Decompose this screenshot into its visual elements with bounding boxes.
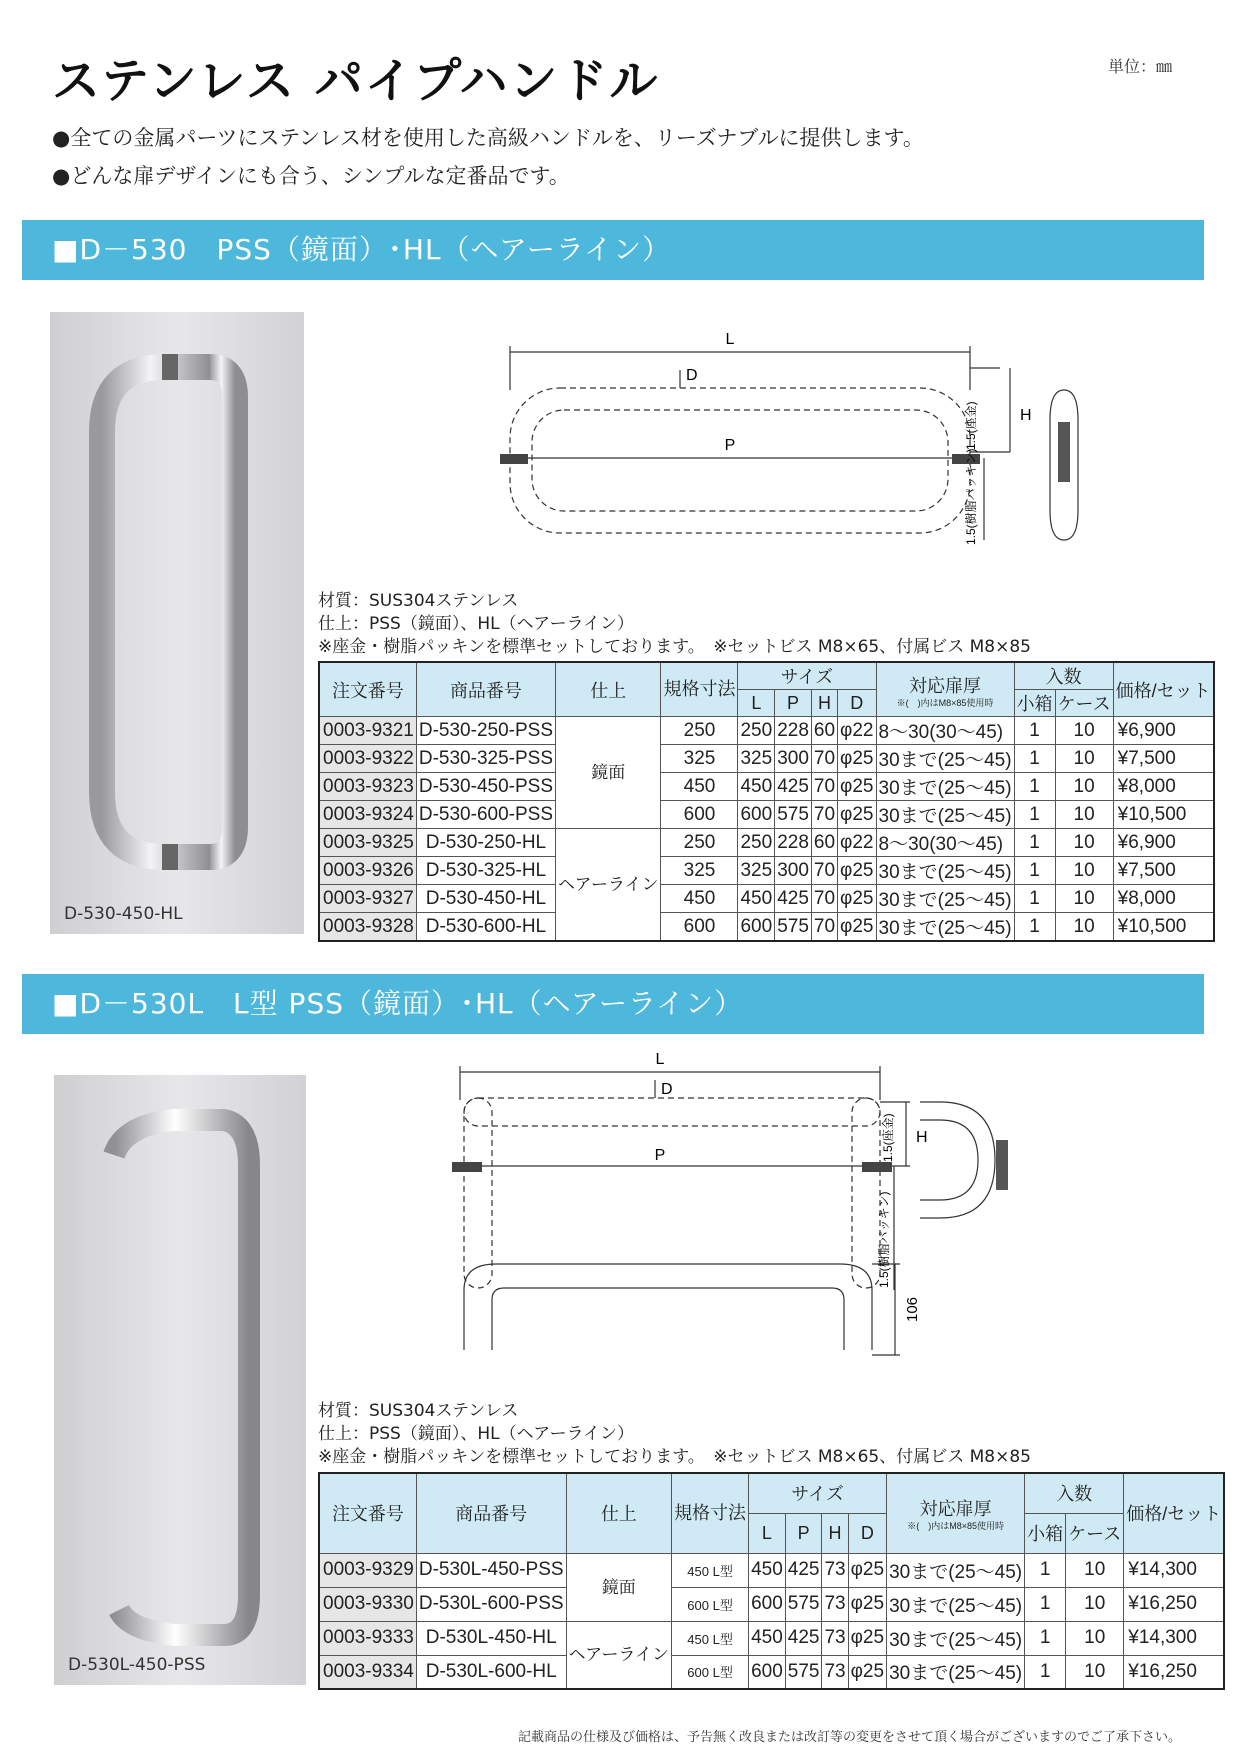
table-row bbox=[319, 885, 1214, 913]
dim-L: L bbox=[655, 1051, 665, 1068]
product-table-d530 bbox=[318, 661, 1215, 942]
order-number: 0003-9324 bbox=[319, 801, 416, 829]
qty-case: 10 bbox=[1055, 717, 1113, 745]
size-P: 228 bbox=[775, 717, 812, 745]
price: ¥10,500 bbox=[1113, 801, 1214, 829]
size-D: φ25 bbox=[848, 1553, 886, 1587]
door-thickness: 8～30(30～45) bbox=[876, 717, 1014, 745]
qty-case: 10 bbox=[1066, 1655, 1124, 1689]
standard-size: 325 bbox=[661, 745, 738, 773]
finish-cell: 鏡面 bbox=[556, 717, 661, 829]
price: ¥16,250 bbox=[1124, 1655, 1225, 1689]
standard-size: 600 L型 bbox=[672, 1655, 749, 1689]
dim-packing: 1.5(樹脂パッキン) bbox=[877, 1191, 891, 1288]
table-row bbox=[319, 1587, 1224, 1621]
dim-zagane: 1.5(座金) bbox=[964, 401, 978, 450]
qty-small: 1 bbox=[1014, 801, 1055, 829]
footnote: 記載商品の仕様及び価格は、予告無く改良または改訂等の変更をさせて頂く場合がございますのでご了承下さい。 bbox=[517, 1730, 1181, 1745]
order-number: 0003-9330 bbox=[319, 1587, 416, 1621]
page-title: ステンレス パイプハンドル bbox=[52, 53, 660, 109]
product-number: D-530L-600-HL bbox=[416, 1655, 566, 1689]
th-qty: 入数 bbox=[1014, 662, 1113, 690]
spec-block-d530l bbox=[318, 1400, 1031, 1469]
photo-caption: D-530L-450-PSS bbox=[68, 1655, 206, 1675]
size-L: 450 bbox=[738, 773, 775, 801]
qty-case: 10 bbox=[1055, 913, 1113, 942]
door-thickness: 30まで(25～45) bbox=[876, 745, 1014, 773]
price: ¥14,300 bbox=[1124, 1621, 1225, 1655]
size-P: 425 bbox=[775, 773, 812, 801]
size-D: φ22 bbox=[838, 717, 876, 745]
door-thickness: 30まで(25～45) bbox=[887, 1655, 1025, 1689]
dimension-diagram-d530 bbox=[480, 330, 1100, 550]
size-L: 450 bbox=[749, 1621, 786, 1655]
order-number: 0003-9333 bbox=[319, 1621, 416, 1655]
qty-case: 10 bbox=[1055, 745, 1113, 773]
bullet-2: ●どんな扉デザインにも合う、シンプルな定番品です。 bbox=[52, 164, 570, 188]
door-thickness: 30まで(25～45) bbox=[876, 857, 1014, 885]
l-handle-image bbox=[54, 1075, 306, 1685]
size-L: 325 bbox=[738, 745, 775, 773]
size-P: 425 bbox=[785, 1621, 822, 1655]
qty-case: 10 bbox=[1066, 1621, 1124, 1655]
size-D: φ25 bbox=[838, 913, 876, 942]
spec-material: 材質：SUS304ステンレス bbox=[318, 591, 519, 611]
product-number: D-530L-450-HL bbox=[416, 1621, 566, 1655]
product-photo-d530l bbox=[54, 1075, 306, 1685]
standard-size: 250 bbox=[661, 717, 738, 745]
table-body-d530l bbox=[319, 1553, 1224, 1689]
table-row bbox=[319, 913, 1214, 942]
th-product: 商品番号 bbox=[416, 1473, 566, 1553]
spec-material: 材質：SUS304ステンレス bbox=[318, 1401, 519, 1421]
standard-size: 450 bbox=[661, 773, 738, 801]
qty-case: 10 bbox=[1055, 885, 1113, 913]
qty-case: 10 bbox=[1055, 857, 1113, 885]
product-number: D-530-325-HL bbox=[416, 857, 555, 885]
finish-cell: ヘアーライン bbox=[556, 829, 661, 942]
th-L: L bbox=[749, 1513, 786, 1553]
dim-D: D bbox=[661, 1081, 673, 1098]
bullet-1: ●全ての金属パーツにステンレス材を使用した高級ハンドルを、リーズナブルに提供します。 bbox=[52, 126, 924, 150]
th-P: P bbox=[775, 690, 812, 717]
table-row bbox=[319, 829, 1214, 857]
door-thickness: 30まで(25～45) bbox=[876, 885, 1014, 913]
product-number: D-530L-450-PSS bbox=[416, 1553, 566, 1587]
th-H: H bbox=[822, 1513, 848, 1553]
standard-size: 250 bbox=[661, 829, 738, 857]
size-H: 73 bbox=[822, 1587, 848, 1621]
size-H: 70 bbox=[811, 801, 837, 829]
qty-small: 1 bbox=[1014, 885, 1055, 913]
price: ¥16,250 bbox=[1124, 1587, 1225, 1621]
product-number: D-530-600-PSS bbox=[416, 801, 555, 829]
th-door-note: ※( )内はM8×85使用時 bbox=[896, 697, 994, 708]
size-H: 60 bbox=[811, 717, 837, 745]
th-order: 注文番号 bbox=[319, 662, 416, 717]
photo-caption: D-530-450-HL bbox=[64, 904, 183, 924]
table-body-d530 bbox=[319, 717, 1214, 942]
price: ¥14,300 bbox=[1124, 1553, 1225, 1587]
size-P: 575 bbox=[775, 801, 812, 829]
finish-cell: ヘアーライン bbox=[566, 1621, 671, 1689]
order-number: 0003-9334 bbox=[319, 1655, 416, 1689]
size-P: 575 bbox=[775, 913, 812, 942]
standard-size: 600 L型 bbox=[672, 1587, 749, 1621]
order-number: 0003-9321 bbox=[319, 717, 416, 745]
size-P: 300 bbox=[775, 857, 812, 885]
qty-small: 1 bbox=[1025, 1655, 1066, 1689]
door-thickness: 30まで(25～45) bbox=[887, 1621, 1025, 1655]
qty-small: 1 bbox=[1014, 773, 1055, 801]
qty-small: 1 bbox=[1014, 745, 1055, 773]
qty-small: 1 bbox=[1014, 857, 1055, 885]
price: ¥6,900 bbox=[1113, 717, 1214, 745]
standard-size: 600 bbox=[661, 913, 738, 942]
order-number: 0003-9325 bbox=[319, 829, 416, 857]
qty-small: 1 bbox=[1014, 829, 1055, 857]
size-L: 450 bbox=[738, 885, 775, 913]
size-H: 70 bbox=[811, 885, 837, 913]
product-number: D-530-250-PSS bbox=[416, 717, 555, 745]
th-D: D bbox=[848, 1513, 886, 1553]
qty-case: 10 bbox=[1066, 1553, 1124, 1587]
th-door bbox=[876, 662, 1014, 717]
th-door-label: 対応扉厚 bbox=[909, 675, 982, 696]
size-D: φ25 bbox=[838, 885, 876, 913]
door-thickness: 30まで(25～45) bbox=[876, 773, 1014, 801]
qty-small: 1 bbox=[1014, 913, 1055, 942]
dim-L: L bbox=[725, 331, 735, 348]
size-P: 300 bbox=[775, 745, 812, 773]
th-small: 小箱 bbox=[1025, 1513, 1066, 1553]
dim-P: P bbox=[724, 437, 736, 454]
th-P: P bbox=[785, 1513, 822, 1553]
spec-note: ※座金・樹脂パッキンを標準セットしております。 ※セットビス M8×65、付属ビス M8×85 bbox=[318, 637, 1031, 657]
table-row bbox=[319, 1621, 1224, 1655]
order-number: 0003-9326 bbox=[319, 857, 416, 885]
dimension-diagram-d530l bbox=[440, 1050, 1040, 1390]
th-small: 小箱 bbox=[1014, 690, 1055, 717]
size-L: 450 bbox=[749, 1553, 786, 1587]
standard-size: 450 bbox=[661, 885, 738, 913]
order-number: 0003-9327 bbox=[319, 885, 416, 913]
size-D: φ25 bbox=[848, 1655, 886, 1689]
qty-small: 1 bbox=[1025, 1621, 1066, 1655]
size-P: 228 bbox=[775, 829, 812, 857]
price: ¥10,500 bbox=[1113, 913, 1214, 942]
section-band-d530l: ■D－530L L型 PSS（鏡面）･HL（ヘアーライン） bbox=[22, 974, 1204, 1034]
order-number: 0003-9328 bbox=[319, 913, 416, 942]
size-P: 575 bbox=[785, 1587, 822, 1621]
standard-size: 600 bbox=[661, 801, 738, 829]
dim-H: H bbox=[916, 1129, 928, 1146]
th-door bbox=[887, 1473, 1025, 1553]
product-number: D-530-600-HL bbox=[416, 913, 555, 942]
price: ¥7,500 bbox=[1113, 857, 1214, 885]
size-P: 425 bbox=[775, 885, 812, 913]
dim-D: D bbox=[686, 367, 698, 384]
dim-106: 106 bbox=[904, 1296, 921, 1322]
size-H: 70 bbox=[811, 913, 837, 942]
size-D: φ25 bbox=[848, 1621, 886, 1655]
spec-note: ※座金・樹脂パッキンを標準セットしております。 ※セットビス M8×65、付属ビス M8×85 bbox=[318, 1447, 1031, 1467]
table-row bbox=[319, 1553, 1224, 1587]
th-case: ケース bbox=[1066, 1513, 1124, 1553]
unit-label: 単位：㎜ bbox=[1108, 57, 1173, 76]
spec-finish: 仕上：PSS（鏡面）、HL（ヘアーライン） bbox=[318, 614, 635, 634]
size-L: 600 bbox=[738, 801, 775, 829]
size-P: 575 bbox=[785, 1655, 822, 1689]
qty-case: 10 bbox=[1055, 829, 1113, 857]
th-D: D bbox=[838, 690, 876, 717]
door-thickness: 8～30(30～45) bbox=[876, 829, 1014, 857]
size-H: 70 bbox=[811, 857, 837, 885]
th-L: L bbox=[738, 690, 775, 717]
product-photo-d530 bbox=[50, 312, 304, 934]
table-row bbox=[319, 745, 1214, 773]
dim-H: H bbox=[1020, 407, 1032, 424]
size-D: φ25 bbox=[838, 773, 876, 801]
size-H: 73 bbox=[822, 1553, 848, 1587]
door-thickness: 30まで(25～45) bbox=[876, 913, 1014, 942]
finish-cell: 鏡面 bbox=[566, 1553, 671, 1621]
th-finish: 仕上 bbox=[566, 1473, 671, 1553]
table-row bbox=[319, 801, 1214, 829]
dim-packing: 1.5(樹脂パッキン) bbox=[964, 448, 978, 545]
qty-small: 1 bbox=[1025, 1587, 1066, 1621]
th-finish: 仕上 bbox=[556, 662, 661, 717]
size-D: φ25 bbox=[838, 857, 876, 885]
size-L: 600 bbox=[738, 913, 775, 942]
price: ¥8,000 bbox=[1113, 885, 1214, 913]
th-qty: 入数 bbox=[1025, 1473, 1124, 1513]
th-H: H bbox=[811, 690, 837, 717]
price: ¥7,500 bbox=[1113, 745, 1214, 773]
product-table-d530l bbox=[318, 1472, 1225, 1690]
table-row bbox=[319, 773, 1214, 801]
qty-small: 1 bbox=[1014, 717, 1055, 745]
product-number: D-530-325-PSS bbox=[416, 745, 555, 773]
size-L: 600 bbox=[749, 1655, 786, 1689]
standard-size: 450 L型 bbox=[672, 1621, 749, 1655]
order-number: 0003-9329 bbox=[319, 1553, 416, 1587]
size-P: 425 bbox=[785, 1553, 822, 1587]
th-std: 規格寸法 bbox=[672, 1473, 749, 1553]
size-H: 73 bbox=[822, 1621, 848, 1655]
th-case: ケース bbox=[1055, 690, 1113, 717]
th-price: 価格/セット bbox=[1124, 1473, 1225, 1553]
price: ¥6,900 bbox=[1113, 829, 1214, 857]
qty-small: 1 bbox=[1025, 1553, 1066, 1587]
order-number: 0003-9322 bbox=[319, 745, 416, 773]
th-size: サイズ bbox=[738, 662, 876, 690]
size-D: φ25 bbox=[838, 801, 876, 829]
th-order: 注文番号 bbox=[319, 1473, 416, 1553]
product-number: D-530-450-HL bbox=[416, 885, 555, 913]
size-L: 250 bbox=[738, 829, 775, 857]
spec-block-d530 bbox=[318, 590, 1031, 659]
door-thickness: 30まで(25～45) bbox=[887, 1553, 1025, 1587]
th-door-note: ※( )内はM8×85使用時 bbox=[907, 1521, 1004, 1532]
standard-size: 325 bbox=[661, 857, 738, 885]
size-L: 250 bbox=[738, 717, 775, 745]
th-product: 商品番号 bbox=[416, 662, 555, 717]
size-L: 325 bbox=[738, 857, 775, 885]
spec-finish: 仕上：PSS（鏡面）、HL（ヘアーライン） bbox=[318, 1424, 635, 1444]
size-D: φ22 bbox=[838, 829, 876, 857]
section-band-d530: ■D－530 PSS（鏡面）･HL（ヘアーライン） bbox=[22, 220, 1204, 280]
dim-P: P bbox=[654, 1147, 666, 1164]
size-H: 70 bbox=[811, 773, 837, 801]
dim-zagane: 1.5(座金) bbox=[881, 1113, 895, 1162]
size-L: 600 bbox=[749, 1587, 786, 1621]
door-thickness: 30まで(25～45) bbox=[876, 801, 1014, 829]
price: ¥8,000 bbox=[1113, 773, 1214, 801]
th-size: サイズ bbox=[749, 1473, 887, 1513]
th-std: 規格寸法 bbox=[661, 662, 738, 717]
product-number: D-530-250-HL bbox=[416, 829, 555, 857]
size-H: 60 bbox=[811, 829, 837, 857]
product-number: D-530L-600-PSS bbox=[416, 1587, 566, 1621]
qty-case: 10 bbox=[1055, 773, 1113, 801]
door-thickness: 30まで(25～45) bbox=[887, 1587, 1025, 1621]
size-H: 73 bbox=[822, 1655, 848, 1689]
th-price: 価格/セット bbox=[1113, 662, 1214, 717]
size-H: 70 bbox=[811, 745, 837, 773]
th-door-label: 対応扉厚 bbox=[919, 1499, 992, 1520]
qty-case: 10 bbox=[1055, 801, 1113, 829]
size-D: φ25 bbox=[848, 1587, 886, 1621]
product-number: D-530-450-PSS bbox=[416, 773, 555, 801]
qty-case: 10 bbox=[1066, 1587, 1124, 1621]
handle-image bbox=[50, 312, 304, 934]
table-row bbox=[319, 717, 1214, 745]
standard-size: 450 L型 bbox=[672, 1553, 749, 1587]
table-row bbox=[319, 857, 1214, 885]
table-row bbox=[319, 1655, 1224, 1689]
order-number: 0003-9323 bbox=[319, 773, 416, 801]
size-D: φ25 bbox=[838, 745, 876, 773]
